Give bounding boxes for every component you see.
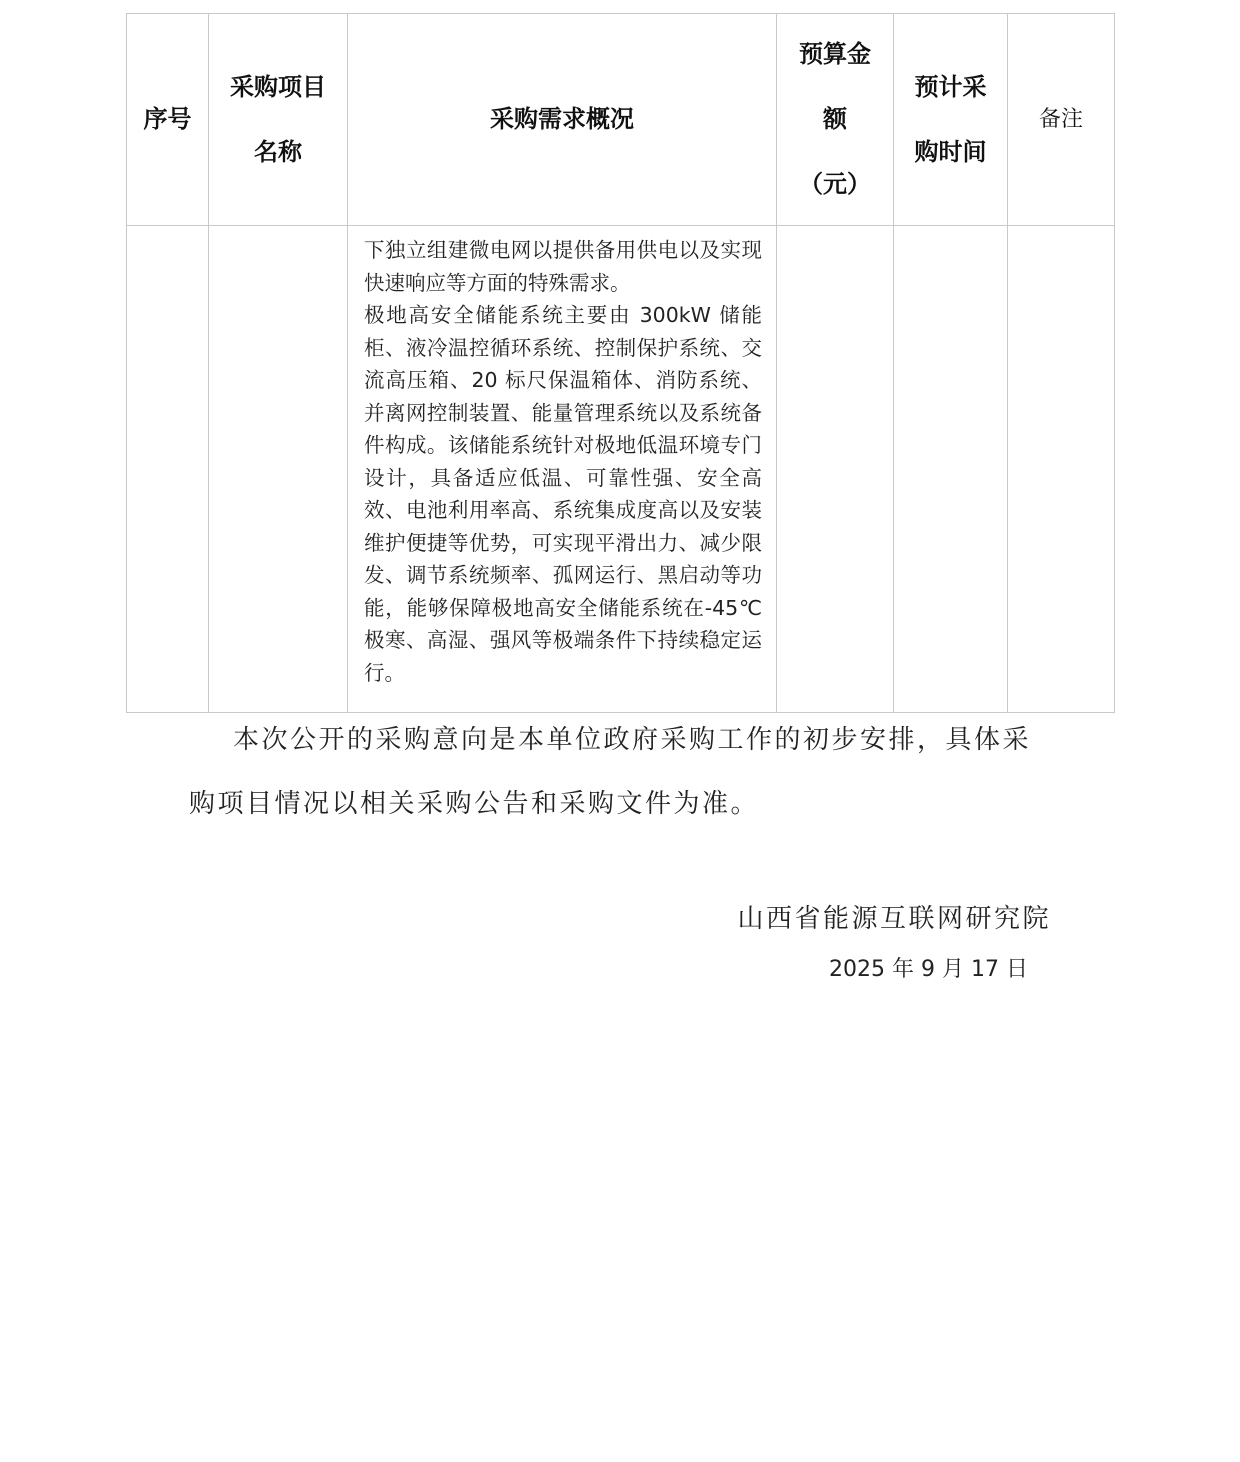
header-budget-line-2: 额 bbox=[823, 105, 847, 133]
cell-seq bbox=[127, 226, 209, 713]
header-remarks bbox=[1008, 14, 1115, 226]
header-project-name-line-1: 采购项目 bbox=[230, 72, 326, 101]
cell-project-name bbox=[209, 226, 348, 713]
header-planned-time-line-1: 预计采 bbox=[914, 72, 987, 101]
signature-organization: 山西省能源互联网研究院 bbox=[737, 904, 1051, 934]
closing-line-1: 本次公开的采购意向是本单位政府采购工作的初步安排，具体采 bbox=[233, 725, 1032, 755]
demand-paragraph-1: 下独立组建微电网以提供备用供电以及实现快速响应等方面的特殊需求。 bbox=[364, 238, 762, 295]
cell-demand-overview bbox=[348, 226, 777, 713]
header-demand-overview-line: 采购需求概况 bbox=[490, 105, 634, 133]
header-planned-time-line-2: 购时间 bbox=[914, 137, 987, 166]
header-budget bbox=[777, 14, 894, 226]
header-remarks-line: 备注 bbox=[1038, 107, 1083, 132]
header-project-name-line-2: 名称 bbox=[254, 137, 302, 166]
cell-budget bbox=[777, 226, 894, 713]
signature-date: 2025 年 9 月 17 日 bbox=[829, 957, 1028, 982]
header-project-name bbox=[209, 14, 348, 226]
header-budget-line-3: （元） bbox=[799, 170, 871, 198]
header-demand-overview bbox=[348, 14, 777, 226]
cell-planned-time bbox=[894, 226, 1008, 713]
header-seq-line: 序号 bbox=[143, 105, 192, 133]
header-seq bbox=[127, 14, 209, 226]
table-header-row bbox=[127, 14, 1115, 226]
header-budget-line-1: 预算金 bbox=[799, 40, 871, 68]
procurement-table bbox=[126, 13, 1115, 713]
closing-line-2: 购项目情况以相关采购公告和采购文件为准。 bbox=[189, 789, 760, 819]
demand-paragraph-2: 极地高安全储能系统主要由 300kW 储能柜、液冷温控循环系统、控制保护系统、交流高压箱、20 标尺保温箱体、消防系统、并离网控制装置、能量管理系统以及系统备件构成。该储能系统针对极地低温环境专门设计，具备适应低温、可靠性强、安全高效、电池利用率高、系统集成度高以及安装维护便捷等优势，可实现平滑出力、减少限发、调节系统频率、孤网运行、黑启动等功能，能够保障极地高安全储能系统在-45℃极寒、高湿、强风等极端条件下持续稳定运行。 bbox=[364, 303, 762, 685]
table-row bbox=[127, 226, 1115, 713]
cell-remarks bbox=[1008, 226, 1115, 713]
header-planned-time bbox=[894, 14, 1008, 226]
